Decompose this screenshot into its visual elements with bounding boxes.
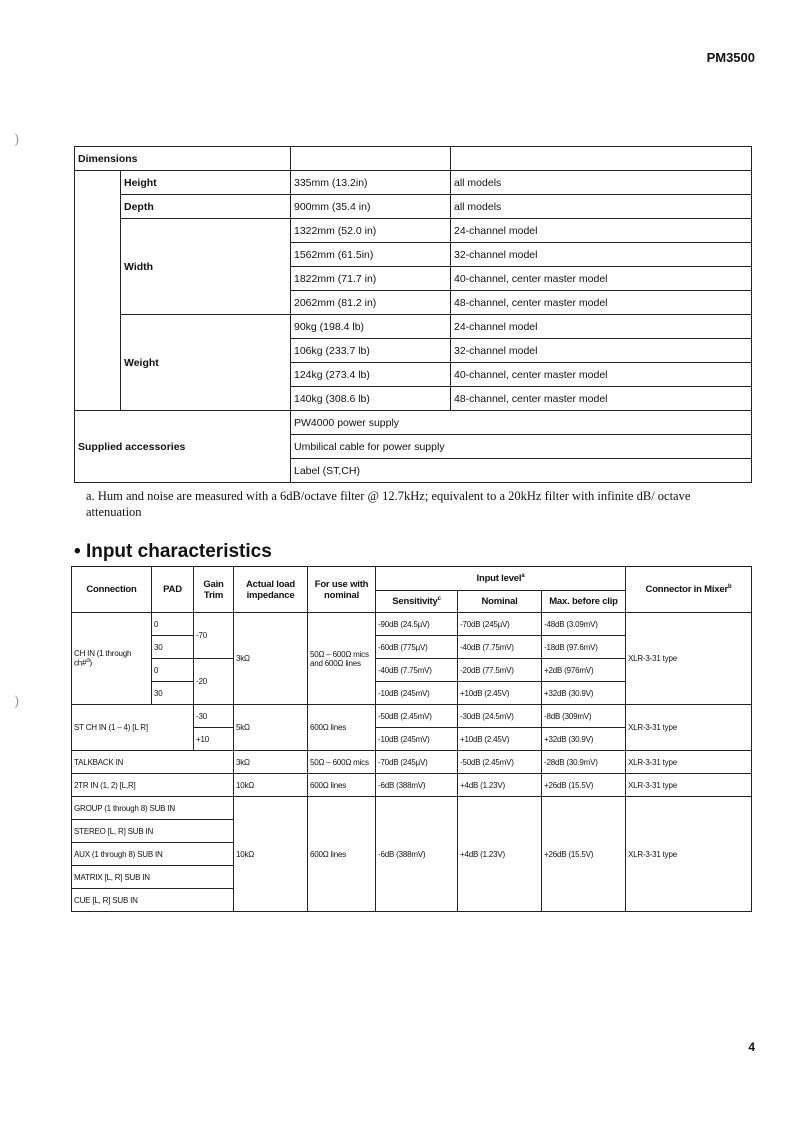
sub-in-connection: MATRIX [L, R] SUB IN — [72, 866, 234, 889]
height-value: 335mm (13.2in) — [291, 171, 451, 195]
gain-trim-value: -70 — [194, 613, 234, 659]
section-title — [74, 541, 272, 563]
footnote-marker: a. — [86, 489, 95, 503]
nominal-value: +10dB (2.45V) — [458, 682, 542, 705]
load-value: 3kΩ — [234, 613, 308, 705]
width-value: 1562mm (61.5in) — [291, 243, 451, 267]
gain-trim-value: -30 — [194, 705, 234, 728]
max-clip-value: -18dB (97.6mV) — [542, 636, 626, 659]
header-connector: Connector in Mixer$^b$ — [626, 567, 752, 613]
nominal-value: -70dB (245µV) — [458, 613, 542, 636]
accessories-label: Supplied accessories — [75, 411, 291, 483]
depth-label: Depth — [121, 195, 291, 219]
max-clip-value: -28dB (30.9mV) — [542, 751, 626, 774]
connector-value: XLR-3-31 type — [626, 774, 752, 797]
max-clip-value: -8dB (309mV) — [542, 705, 626, 728]
max-clip-value: -48dB (3.09mV) — [542, 613, 626, 636]
connector-value: XLR-3-31 type — [626, 705, 752, 751]
header-load: Actual load impedance — [234, 567, 308, 613]
nominal-value: -20dB (77.5mV) — [458, 659, 542, 682]
header-gain-trim: Gain Trim — [194, 567, 234, 613]
nominal-value: -40dB (7.75mV) — [458, 636, 542, 659]
sub-in-connection: AUX (1 through 8) SUB IN — [72, 843, 234, 866]
bullet-icon: • — [74, 541, 81, 562]
weight-value: 140kg (308.6 lb) — [291, 387, 451, 411]
weight-note: 24-channel model — [451, 315, 752, 339]
max-clip-value: +32dB (30.9V) — [542, 682, 626, 705]
nominal-value: +4dB (1.23V) — [458, 797, 542, 912]
gain-trim-value: +10 — [194, 728, 234, 751]
sensitivity-value: -10dB (245mV) — [376, 682, 458, 705]
binding-hole-mark: ) — [14, 132, 20, 148]
load-value: 10kΩ — [234, 774, 308, 797]
indent-cell — [75, 171, 121, 411]
pad-value: 0 — [152, 613, 194, 636]
model-name: PM3500 — [706, 50, 755, 65]
width-note: 32-channel model — [451, 243, 752, 267]
depth-note: all models — [451, 195, 752, 219]
pad-value: 30 — [152, 682, 194, 705]
weight-note: 40-channel, center master model — [451, 363, 752, 387]
for-use-value: 50Ω – 600Ω mics — [308, 751, 376, 774]
accessory-item: PW4000 power supply — [291, 411, 752, 435]
height-note: all models — [451, 171, 752, 195]
dimensions-table — [74, 146, 752, 483]
pad-value: 30 — [152, 636, 194, 659]
weight-value: 106kg (233.7 lb) — [291, 339, 451, 363]
header-connection: Connection — [72, 567, 152, 613]
max-clip-value: +26dB (15.5V) — [542, 774, 626, 797]
width-value: 1822mm (71.7 in) — [291, 267, 451, 291]
width-value: 2062mm (81.2 in) — [291, 291, 451, 315]
for-use-value: 600Ω lines — [308, 797, 376, 912]
nominal-value: +4dB (1.23V) — [458, 774, 542, 797]
nominal-value: -50dB (2.45mV) — [458, 751, 542, 774]
accessory-item: Label (ST,CH) — [291, 459, 752, 483]
header-nominal: Nominal — [458, 591, 542, 613]
2tr-in-connection: 2TR IN (1, 2) [L,R] — [72, 774, 234, 797]
for-use-value: 50Ω – 600Ω mics and 600Ω lines — [308, 613, 376, 705]
connector-value: XLR-3-31 type — [626, 797, 752, 912]
weight-value: 90kg (198.4 lb) — [291, 315, 451, 339]
sensitivity-value: -6dB (388mV) — [376, 774, 458, 797]
input-characteristics-table — [71, 566, 752, 912]
header-max-clip: Max. before clip — [542, 591, 626, 613]
width-value: 1322mm (52.0 in) — [291, 219, 451, 243]
weight-note: 32-channel model — [451, 339, 752, 363]
empty-cell — [291, 147, 451, 171]
accessory-item: Umbilical cable for power supply — [291, 435, 752, 459]
sensitivity-value: -90dB (24.5µV) — [376, 613, 458, 636]
empty-cell — [451, 147, 752, 171]
width-note: 24-channel model — [451, 219, 752, 243]
sub-in-connection: STEREO [L, R] SUB IN — [72, 820, 234, 843]
sensitivity-value: -40dB (7.75mV) — [376, 659, 458, 682]
sensitivity-value: -10dB (245mV) — [376, 728, 458, 751]
gain-trim-value: -20 — [194, 659, 234, 705]
sensitivity-value: -60dB (775µV) — [376, 636, 458, 659]
max-clip-value: +2dB (976mV) — [542, 659, 626, 682]
header-input-level: Input level$^a$ — [376, 567, 626, 591]
header-pad: PAD — [152, 567, 194, 613]
dimensions-label: Dimensions — [75, 147, 291, 171]
pad-value: 0 — [152, 659, 194, 682]
load-value: 3kΩ — [234, 751, 308, 774]
height-label: Height — [121, 171, 291, 195]
weight-label: Weight — [121, 315, 291, 411]
sensitivity-value: -6dB (388mV) — [376, 797, 458, 912]
max-clip-value: +26dB (15.5V) — [542, 797, 626, 912]
width-note: 40-channel, center master model — [451, 267, 752, 291]
talkback-connection: TALKBACK IN — [72, 751, 234, 774]
weight-note: 48-channel, center master model — [451, 387, 752, 411]
for-use-value: 600Ω lines — [308, 705, 376, 751]
for-use-value: 600Ω lines — [308, 774, 376, 797]
width-label: Width — [121, 219, 291, 315]
load-value: 5kΩ — [234, 705, 308, 751]
max-clip-value: +32dB (30.9V) — [542, 728, 626, 751]
binding-hole-mark: ) — [14, 694, 20, 710]
connector-value: XLR-3-31 type — [626, 751, 752, 774]
depth-value: 900mm (35.4 in) — [291, 195, 451, 219]
load-value: 10kΩ — [234, 797, 308, 912]
sub-in-connection: GROUP (1 through 8) SUB IN — [72, 797, 234, 820]
connector-value: XLR-3-31 type — [626, 613, 752, 705]
header-for-use: For use with nominal — [308, 567, 376, 613]
page-number: 4 — [748, 1040, 755, 1054]
section-title-text: Input characteristics — [85, 541, 272, 562]
sensitivity-value: -50dB (2.45mV) — [376, 705, 458, 728]
sensitivity-value: -70dB (245µV) — [376, 751, 458, 774]
sub-in-connection: CUE [L, R] SUB IN — [72, 889, 234, 912]
footnote-text: Hum and noise are measured with a 6dB/octave filter @ 12.7kHz; equivalent to a 20kHz filter with infinite dB/ octave attenuation — [86, 489, 691, 519]
nominal-value: +10dB (2.45V) — [458, 728, 542, 751]
header-sensitivity: Sensitivity$^c$ — [376, 591, 458, 613]
ch-in-connection: CH IN (1 through ch#$^d$) — [72, 613, 152, 705]
width-note: 48-channel, center master model — [451, 291, 752, 315]
footnote — [86, 488, 746, 520]
st-ch-in-connection: ST CH IN (1 – 4) [L R] — [72, 705, 194, 751]
weight-value: 124kg (273.4 lb) — [291, 363, 451, 387]
nominal-value: -30dB (24.5mV) — [458, 705, 542, 728]
